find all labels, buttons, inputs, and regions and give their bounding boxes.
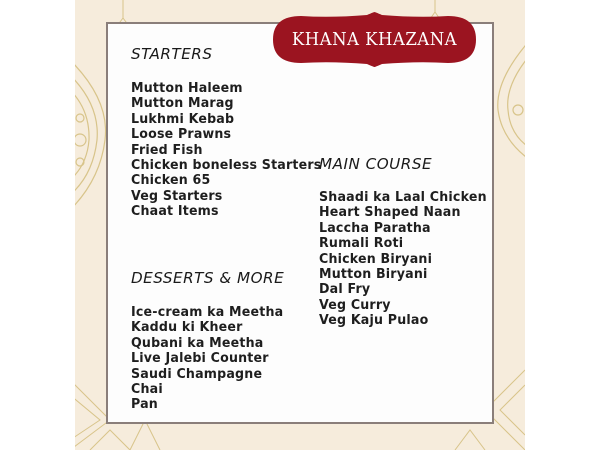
list-item: Rumali Roti (319, 236, 404, 252)
list-item: Chicken 65 (131, 173, 211, 189)
list-item: Chicken Biryani (319, 251, 433, 267)
starters-list (131, 81, 327, 220)
list-item: Heart Shaped Naan (319, 205, 461, 221)
list-item: Veg Kaju Pulao (319, 313, 429, 329)
menu-poster (75, 0, 525, 450)
list-item: Veg Curry (319, 297, 391, 313)
list-item: Ice-cream ka Meetha (131, 305, 284, 320)
list-item: Chai (131, 382, 163, 398)
list-item: Pan (131, 397, 158, 413)
list-item: Mutton Marag (131, 96, 234, 112)
starters-heading: STARTERS (131, 45, 213, 63)
list-item: Chaat Items (131, 204, 219, 220)
list-item: Shaadi ka Laal Chicken (319, 190, 487, 205)
desserts-heading: DESSERTS & MORE (131, 269, 285, 287)
list-item: Saudi Champagne (131, 366, 263, 382)
list-item: Loose Prawns (131, 127, 232, 143)
list-item: Laccha Paratha (319, 220, 431, 236)
list-item: Dal Fry (319, 282, 371, 298)
brand-badge (271, 12, 478, 67)
desserts-list (131, 305, 288, 413)
brand-name: KHANA KHAZANA (291, 29, 458, 50)
list-item: Live Jalebi Counter (131, 351, 269, 367)
list-item: Qubani ka Meetha (131, 335, 264, 351)
list-item: Lukhmi Kebab (131, 111, 235, 127)
list-item: Veg Starters (131, 188, 223, 204)
list-item: Mutton Haleem (131, 81, 243, 96)
lantern-ornament-right-icon (490, 30, 525, 170)
main-course-list (319, 190, 492, 329)
list-item: Kaddu ki Kheer (131, 320, 243, 336)
list-item: Fried Fish (131, 142, 203, 158)
main-course-heading: MAIN COURSE (319, 155, 433, 173)
list-item: Chicken boneless Starters (131, 158, 322, 174)
list-item: Mutton Biryani (319, 267, 428, 283)
menu-card (106, 22, 494, 424)
